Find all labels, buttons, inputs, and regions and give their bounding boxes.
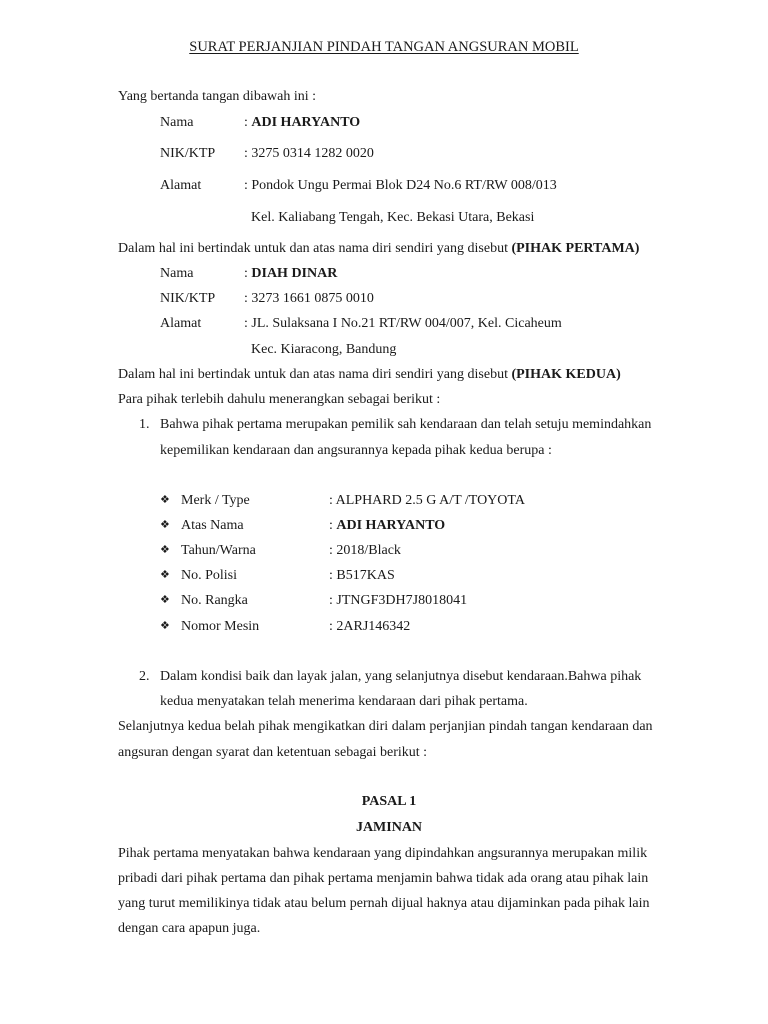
- party1-statement: [118, 242, 639, 256]
- vehicle-no-rangka: JTNGF3DH7J8018041: [336, 593, 468, 608]
- party1-nik-value: : 3275 0314 1282 0020: [244, 146, 374, 161]
- item1-number: 1.: [139, 417, 150, 432]
- pasal1-heading: PASAL 1: [361, 794, 417, 809]
- binding-line2: angsuran dengan syarat dan ketentuan sebagai berikut :: [118, 745, 428, 760]
- intro-text: Yang bertanda tangan dibawah ini :: [118, 89, 317, 104]
- vehicle-value: : JTNGF3DH7J8018041: [329, 593, 468, 608]
- party1-nama-label: Nama: [160, 115, 194, 130]
- vehicle-nomor-mesin: 2ARJ146342: [336, 619, 411, 634]
- vehicle-value: : B517KAS: [329, 568, 395, 583]
- party2-nik-label: NIK/KTP: [160, 291, 216, 306]
- vehicle-label: Nomor Mesin: [181, 619, 260, 634]
- party2-nik: 3273 1661 0875 0010: [251, 291, 374, 306]
- party2-statement-text: Dalam hal ini bertindak untuk dan atas nama diri sendiri yang disebut: [118, 367, 508, 382]
- item1-line1: Bahwa pihak pertama merupakan pemilik sah kendaraan dan telah setuju memindahkan: [160, 417, 652, 432]
- pasal1-line3: yang turut memilikinya tidak atau belum pernah dijual haknya atau dijaminkan pada pihak lain: [118, 896, 650, 911]
- item2-line2: kedua menyatakan telah menerima kendaraan dari pihak pertama.: [160, 694, 528, 709]
- party1-alamat-line2: Kel. Kaliabang Tengah, Kec. Bekasi Utara, Bekasi: [251, 210, 535, 225]
- bullet-diamond-icon: ❖: [160, 544, 170, 556]
- party2-nik-value: : 3273 1661 0875 0010: [244, 291, 374, 306]
- party1-nama: ADI HARYANTO: [251, 115, 361, 130]
- party2-alamat-value: : JL. Sulaksana I No.21 RT/RW 004/007, Kel. Cicaheum: [244, 316, 562, 331]
- bullet-diamond-icon: ❖: [160, 519, 170, 531]
- party1-nik: 3275 0314 1282 0020: [251, 146, 374, 161]
- vehicle-value: : ADI HARYANTO: [329, 518, 446, 533]
- bullet-diamond-icon: ❖: [160, 620, 170, 632]
- pasal1-line1: Pihak pertama menyatakan bahwa kendaraan yang dipindahkan angsurannya merupakan milik: [118, 846, 648, 861]
- vehicle-label: Merk / Type: [181, 493, 250, 508]
- party2-alamat-line2: Kec. Kiaracong, Bandung: [251, 342, 397, 357]
- item2-line1: Dalam kondisi baik dan layak jalan, yang selanjutnya disebut kendaraan.Bahwa pihak: [160, 669, 642, 684]
- party1-role: (PIHAK PERTAMA): [511, 241, 640, 256]
- party2-alamat-label: Alamat: [160, 316, 202, 331]
- item1-line2: kepemilikan kendaraan dan angsurannya kepada pihak kedua berupa :: [160, 443, 552, 458]
- vehicle-value: : ALPHARD 2.5 G A/T /TOYOTA: [329, 493, 525, 508]
- party2-role: (PIHAK KEDUA): [511, 367, 621, 382]
- party1-statement-text: Dalam hal ini bertindak untuk dan atas nama diri sendiri yang disebut: [118, 241, 508, 256]
- vehicle-value: : 2018/Black: [329, 543, 401, 558]
- vehicle-label: No. Rangka: [181, 593, 248, 608]
- document-title: SURAT PERJANJIAN PINDAH TANGAN ANGSURAN MOBIL: [189, 39, 579, 55]
- party1-alamat-label: Alamat: [160, 178, 202, 193]
- pasal1-line4: dengan cara apapun juga.: [118, 921, 261, 936]
- bullet-diamond-icon: ❖: [160, 494, 170, 506]
- vehicle-tahun-warna: 2018/Black: [336, 543, 401, 558]
- lead-text: Para pihak terlebih dahulu menerangkan sebagai berikut :: [118, 392, 441, 407]
- party2-nama-value: : DIAH DINAR: [244, 266, 338, 281]
- binding-line1: Selanjutnya kedua belah pihak mengikatkan diri dalam perjanjian pindah tangan kendaraan dan: [118, 719, 653, 734]
- vehicle-merk: ALPHARD 2.5 G A/T /TOYOTA: [335, 493, 525, 508]
- vehicle-label: Tahun/Warna: [181, 543, 256, 558]
- vehicle-label: No. Polisi: [181, 568, 238, 583]
- item2-number: 2.: [139, 669, 150, 684]
- party1-alamat-line1: Pondok Ungu Permai Blok D24 No.6 RT/RW 008/013: [251, 178, 557, 193]
- party2-alamat-line1: JL. Sulaksana I No.21 RT/RW 004/007, Kel. Cicaheum: [251, 316, 562, 331]
- party1-nik-label: NIK/KTP: [160, 146, 216, 161]
- pasal1-line2: pribadi dari pihak pertama dan pihak pertama menjamin bahwa tidak ada orang atau pihak lain: [118, 871, 649, 886]
- party2-nama-label: Nama: [160, 266, 194, 281]
- pasal1-subheading: JAMINAN: [355, 820, 423, 835]
- party1-alamat-value: : Pondok Ungu Permai Blok D24 No.6 RT/RW 008/013: [244, 178, 557, 193]
- vehicle-atas-nama: ADI HARYANTO: [336, 518, 446, 533]
- bullet-diamond-icon: ❖: [160, 594, 170, 606]
- bullet-diamond-icon: ❖: [160, 569, 170, 581]
- party2-nama: DIAH DINAR: [251, 266, 338, 281]
- vehicle-value: : 2ARJ146342: [329, 619, 411, 634]
- party2-statement: [118, 368, 621, 382]
- vehicle-no-polisi: B517KAS: [336, 568, 395, 583]
- party1-nama-value: : ADI HARYANTO: [244, 115, 361, 130]
- vehicle-label: Atas Nama: [181, 518, 244, 533]
